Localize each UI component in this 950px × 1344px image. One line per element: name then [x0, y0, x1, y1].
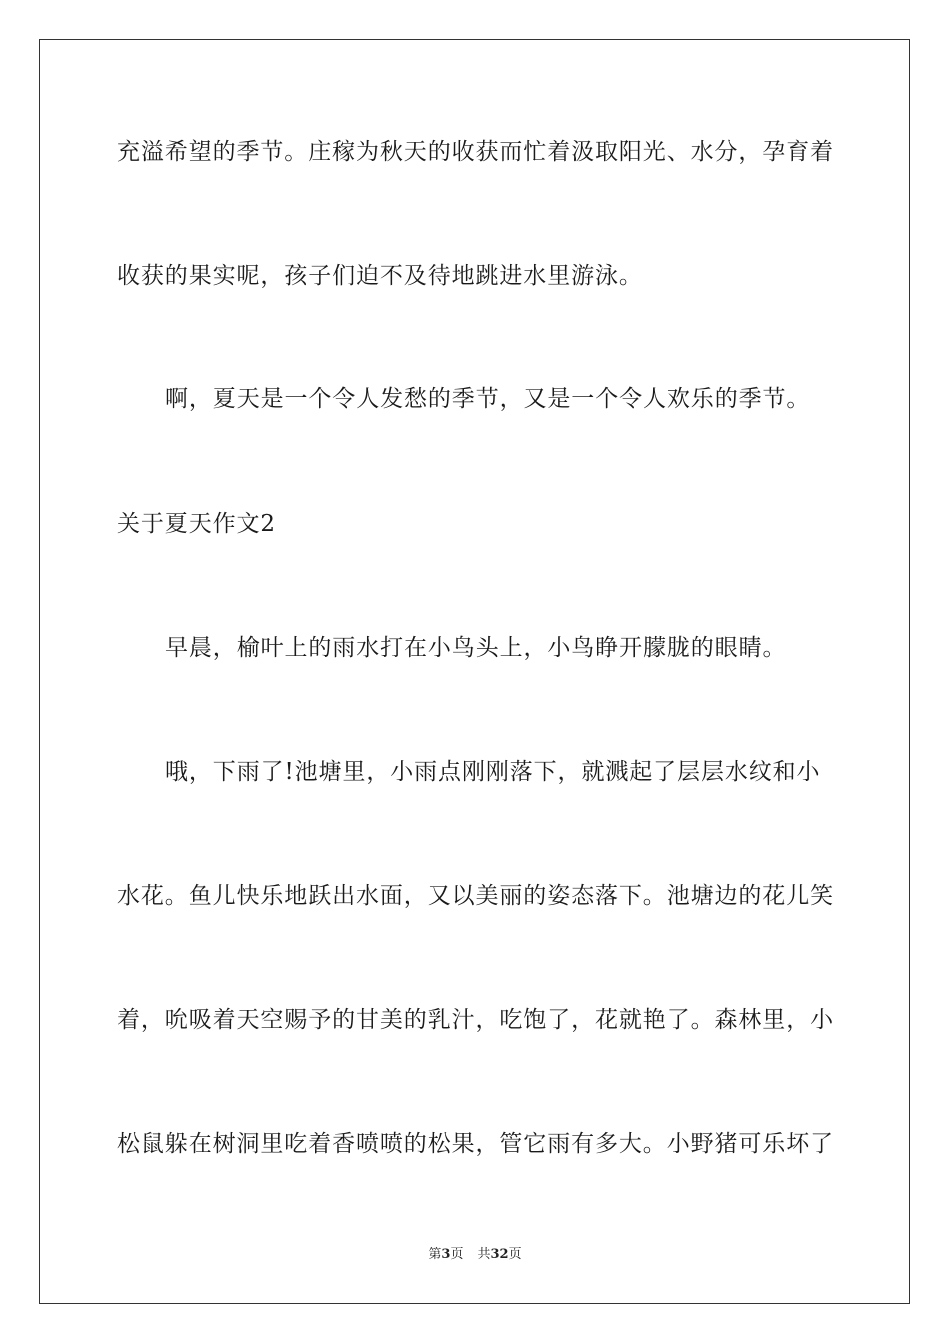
- text-line-2: 收获的果实呢，孩子们迫不及待地跳进水里游泳。: [117, 263, 643, 289]
- page-prefix: 第: [428, 1247, 442, 1262]
- text-line-7: 水花。鱼儿快乐地跃出水面，又以美丽的姿态落下。池塘边的花儿笑: [117, 883, 834, 909]
- page-number: 3: [441, 1247, 451, 1262]
- total-pages: 32: [490, 1247, 509, 1262]
- page-suffix: 页: [450, 1247, 464, 1262]
- text-line-6: 哦，下雨了!池塘里，小雨点刚刚落下，就溅起了层层水纹和小: [165, 759, 821, 785]
- text-line-3: 啊，夏天是一个令人发愁的季节，又是一个令人欢乐的季节。: [165, 386, 811, 412]
- text-line-8: 着，吮吸着天空赐予的甘美的乳汁，吃饱了，花就艳了。森林里，小: [117, 1007, 834, 1033]
- page-border: [39, 39, 910, 1304]
- section-heading: 关于夏天作文2: [117, 511, 276, 537]
- text-line-1: 充溢希望的季节。庄稼为秋天的收获而忙着汲取阳光、水分，孕育着: [117, 139, 834, 165]
- text-line-5: 早晨，榆叶上的雨水打在小鸟头上，小鸟睁开朦胧的眼睛。: [165, 635, 787, 661]
- text-line-9: 松鼠躲在树洞里吃着香喷喷的松果，管它雨有多大。小野猪可乐坏了: [117, 1131, 834, 1157]
- total-prefix: 共: [477, 1247, 491, 1262]
- total-suffix: 页: [508, 1247, 522, 1262]
- page-footer: [0, 1246, 950, 1264]
